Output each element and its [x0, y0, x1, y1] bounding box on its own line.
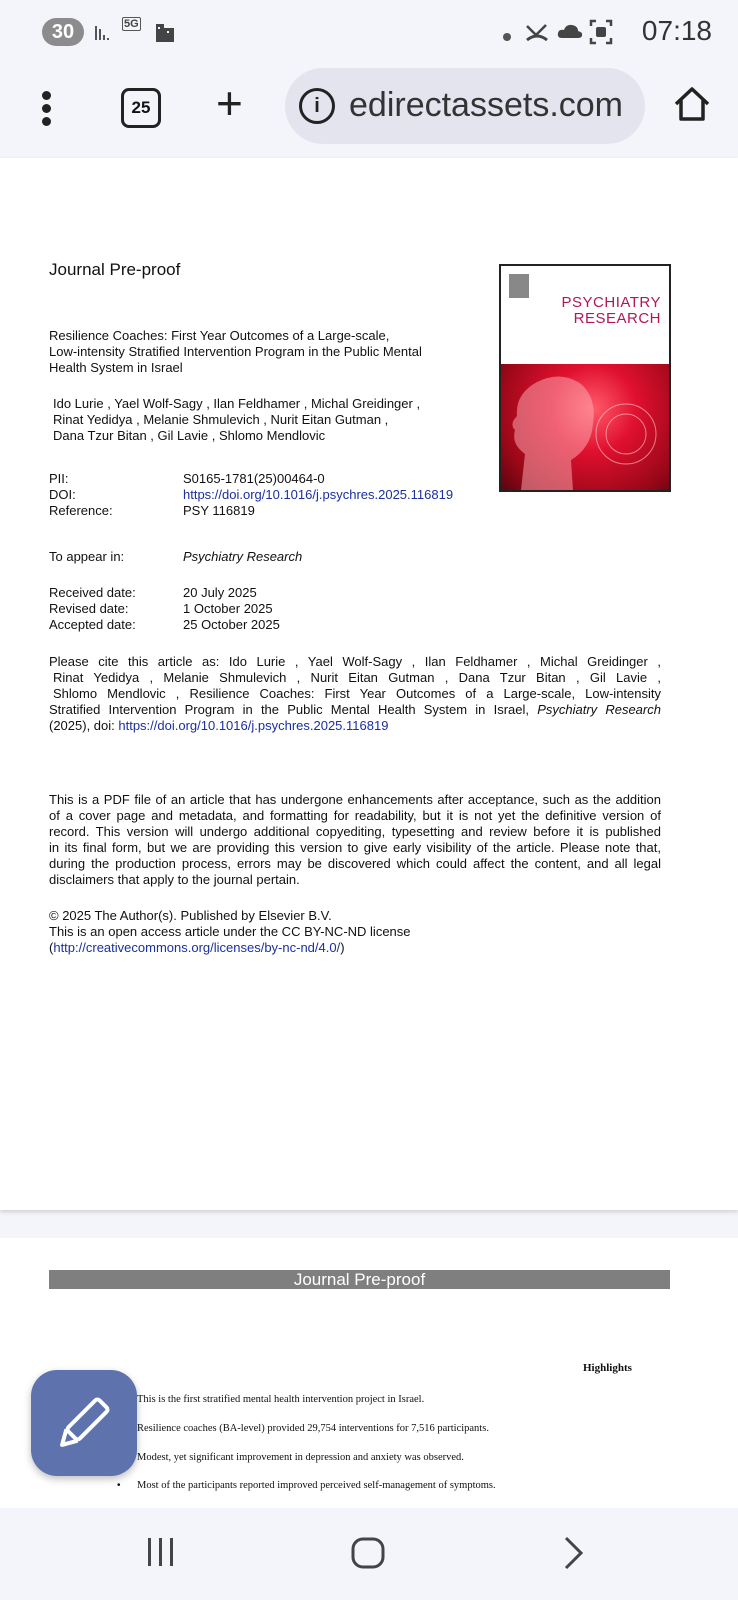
citation-year: (2025), doi:	[49, 718, 119, 733]
pii-label: PII:	[49, 471, 69, 486]
highlights-title: Highlights	[583, 1362, 632, 1374]
author-line: Rinat Yedidya , Melanie Shmulevich , Nurit Eitan Gutman ,	[53, 412, 389, 427]
bullet-icon: •	[117, 1480, 121, 1491]
citation-line: Rinat Yedidya , Melanie Shmulevich , Nurit Eitan Gutman , Dana Tzur Bitan , Gil Lavie ,	[53, 670, 661, 685]
url-text[interactable]: edirectassets.com	[349, 86, 623, 124]
author-line: Dana Tzur Bitan , Gil Lavie , Shlomo Mendlovic	[53, 428, 326, 443]
received-value: 20 July 2025	[183, 585, 257, 600]
author-line: Ido Lurie , Yael Wolf-Sagy , Ilan Feldhamer , Michal Greidinger ,	[53, 396, 421, 411]
journal-cover-image	[499, 264, 671, 492]
revised-label: Revised date:	[49, 601, 129, 616]
appear-in-value: Psychiatry Research	[183, 549, 303, 564]
signal-icon	[94, 22, 116, 47]
highlight-item: Resilience coaches (BA-level) provided 29,754 interventions for 7,516 participants.	[137, 1423, 489, 1434]
citation-doi-link[interactable]: https://doi.org/10.1016/j.psychres.2025.116819	[118, 718, 389, 733]
cover-title-line2: RESEARCH	[573, 310, 661, 327]
cloud-icon	[557, 21, 583, 46]
license-link[interactable]: http://creativecommons.org/licenses/by-nc-nd/4.0/	[53, 940, 341, 955]
accepted-label: Accepted date:	[49, 617, 136, 632]
pii-value: S0165-1781(25)00464-0	[183, 471, 325, 486]
article-title-line: Health System in Israel	[49, 360, 183, 375]
copyright-block: © 2025 The Author(s). Published by Elsevier B.V. This is an open access article under the CC BY-NC-ND license (http://creativecommons.org/licenses/by-nc-nd/4.0/)	[49, 908, 411, 955]
home-icon[interactable]	[672, 84, 712, 124]
citation-line-4	[49, 702, 661, 718]
menu-dots-icon[interactable]	[38, 88, 54, 132]
article-title-line: Low-intensity Stratified Intervention Program in the Public Mental	[49, 344, 422, 359]
notification-count-badge: 30	[42, 18, 84, 46]
article-title	[49, 328, 422, 376]
disclaimer-line: This is a PDF file of an article that has undergone enhancements after acceptance, such as the addition	[49, 792, 661, 807]
browser-toolbar	[0, 64, 738, 159]
cover-head-artwork	[501, 364, 669, 490]
info-icon[interactable]: i	[299, 88, 335, 124]
doi-link[interactable]: https://doi.org/10.1016/j.psychres.2025.116819	[183, 487, 454, 502]
cover-title-line1: PSYCHIATRY	[561, 294, 661, 311]
citation-line: Please cite this article as: Ido Lurie , Yael Wolf-Sagy , Ilan Feldhamer , Michal Greidinger ,	[49, 654, 661, 669]
disclaimer-line: disclaimers that apply to the journal pertain.	[49, 872, 300, 887]
recent-apps-icon[interactable]	[146, 1536, 176, 1573]
clock: 07:18	[641, 15, 712, 46]
highlight-item: This is the first stratified mental health intervention project in Israel.	[137, 1394, 425, 1405]
journal-pre-proof-header: Journal Pre-proof	[49, 260, 181, 279]
tab-switcher-button[interactable]: 25	[121, 88, 161, 128]
back-chevron-icon[interactable]	[562, 1534, 586, 1577]
license-text: This is an open access article under the CC BY-NC-ND license	[49, 924, 411, 939]
journal-pre-proof-banner: Journal Pre-proof	[49, 1270, 670, 1289]
reference-label: Reference:	[49, 503, 113, 518]
accepted-value: 25 October 2025	[183, 617, 280, 632]
received-label: Received date:	[49, 585, 136, 600]
home-nav-icon[interactable]	[350, 1536, 386, 1575]
missed-call-icon	[524, 20, 550, 49]
article-title-line: Resilience Coaches: First Year Outcomes of a Large-scale,	[49, 328, 390, 343]
building-icon	[154, 20, 176, 49]
pencil-icon	[31, 1370, 137, 1476]
elsevier-logo-icon	[509, 274, 529, 298]
highlight-item: Most of the participants reported improved perceived self-management of symptoms.	[137, 1480, 496, 1491]
disclaimer-block	[49, 792, 661, 888]
highlight-item: Modest, yet significant improvement in depression and anxiety was observed.	[137, 1452, 464, 1463]
disclaimer-line: in its final form, but we are providing this version to give early visibility of the article. Please note that,	[49, 840, 661, 855]
citation-line: Shlomo Mendlovic , Resilience Coaches: First Year Outcomes of a Large-scale, Low-intensity	[53, 686, 661, 701]
doi-label: DOI:	[49, 487, 76, 502]
url-bar[interactable]	[285, 68, 645, 144]
edit-pencil-button[interactable]	[31, 1370, 137, 1476]
disclaimer-line: during the production process, errors may be discovered which could affect the content, and all legal	[49, 856, 661, 871]
reference-value: PSY 116819	[183, 503, 255, 518]
disclaimer-line: record. This version will undergo additional copyediting, typesetting and review before it is published	[49, 824, 661, 839]
new-tab-button[interactable]: +	[216, 77, 243, 129]
dot-icon	[502, 29, 512, 47]
screenshot-icon	[588, 18, 614, 51]
appear-in-label: To appear in:	[49, 549, 125, 564]
citation-journal: Psychiatry Research	[537, 702, 661, 717]
disclaimer-line: of a cover page and metadata, and formatting for readability, but it is not yet the definitive version of	[49, 808, 661, 823]
system-nav-bar	[0, 1508, 738, 1600]
revised-value: 1 October 2025	[183, 601, 273, 616]
network-type-icon: 5G	[124, 18, 139, 30]
copyright-text: © 2025 The Author(s). Published by Elsevier B.V.	[49, 908, 332, 923]
citation-block	[49, 654, 661, 734]
citation-line: Stratified Intervention Program in the Public Mental Health System in Israel,	[49, 702, 529, 717]
pdf-page-1	[0, 158, 738, 1210]
status-bar	[0, 0, 738, 64]
author-list	[53, 396, 420, 444]
